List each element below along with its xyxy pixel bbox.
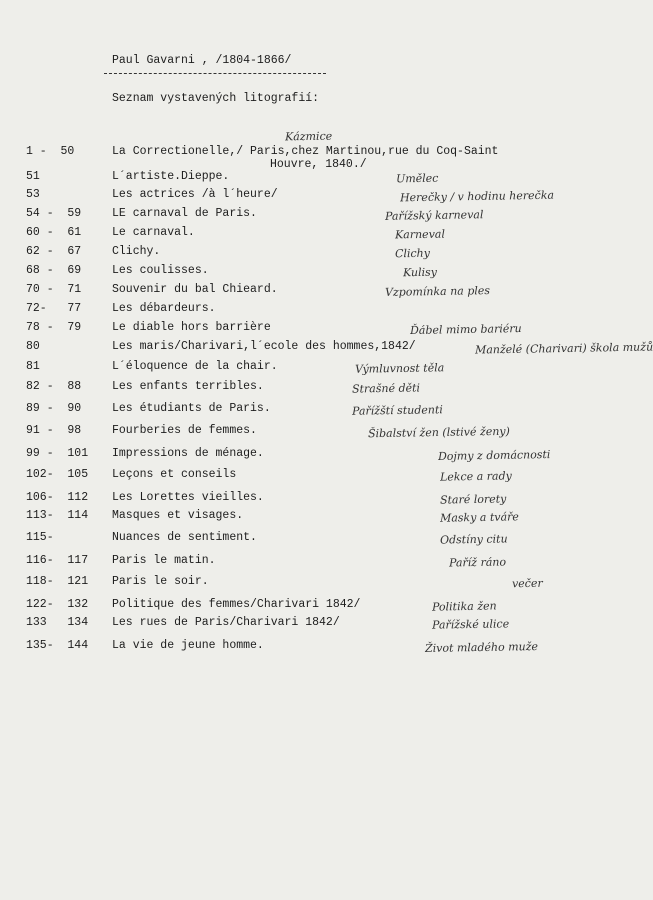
- handwritten-note: Lekce a rady: [439, 469, 512, 484]
- entry-number: 99 - 101: [26, 447, 89, 460]
- entry-title: Masques et visages.: [112, 509, 244, 522]
- entry-number: 54 - 59: [26, 207, 82, 220]
- entry-title: Les coulisses.: [112, 264, 209, 277]
- handwritten-note: Odstíny citu: [439, 532, 508, 547]
- entry-number: 82 - 88: [26, 380, 82, 393]
- entry-number: 1 - 50: [26, 145, 75, 158]
- handwritten-note: Politika žen: [431, 599, 497, 614]
- entry-number: 68 - 69: [26, 264, 82, 277]
- entry-title: L´éloquence de la chair.: [112, 360, 278, 373]
- entry-number: 60 - 61: [26, 226, 82, 239]
- entry-number: 72- 77: [26, 302, 82, 315]
- handwritten-note: Dojmy z domácnosti: [437, 448, 551, 463]
- entry-number: 122- 132: [26, 598, 89, 611]
- handwritten-note: Pařížští studenti: [351, 403, 443, 418]
- handwritten-note: Masky a tváře: [439, 510, 519, 525]
- entry-title: Souvenir du bal Chieard.: [112, 283, 278, 296]
- handwritten-note: večer: [511, 576, 543, 591]
- handwritten-note: Manželé (Charivari) škola mužů: [474, 340, 653, 357]
- entry-title: Le diable hors barrière: [112, 321, 271, 334]
- handwritten-note: Strašné děti: [351, 381, 421, 396]
- entry-title: Les étudiants de Paris.: [112, 402, 271, 415]
- subheading: Seznam vystavených litografií:: [112, 92, 320, 105]
- entry-number: 70 - 71: [26, 283, 82, 296]
- entry-title: Les Lorettes vieilles.: [112, 491, 264, 504]
- handwritten-note-first: Kázmice: [284, 129, 333, 144]
- entry-number: 80: [26, 340, 40, 353]
- handwritten-note: Život mladého muže: [424, 640, 539, 655]
- entry-number: 118- 121: [26, 575, 89, 588]
- entry-title: Politique des femmes/Charivari 1842/: [112, 598, 361, 611]
- entry-number: 116- 117: [26, 554, 89, 567]
- entry-title: Paris le soir.: [112, 575, 209, 588]
- entry-title: La vie de jeune homme.: [112, 639, 264, 652]
- entry-title-continued: Houvre, 1840./: [270, 158, 367, 171]
- entry-title: Fourberies de femmes.: [112, 424, 257, 437]
- handwritten-note: Paříž ráno: [448, 555, 507, 570]
- handwritten-note: Vzpomínka na ples: [384, 284, 491, 299]
- entry-number: 62 - 67: [26, 245, 82, 258]
- entry-number: 106- 112: [26, 491, 89, 504]
- entry-title: La Correctionelle,/ Paris,chez Martinou,rue du Coq-Saint: [112, 145, 499, 158]
- entry-title: Les enfants terribles.: [112, 380, 264, 393]
- handwritten-note: Šibalství žen (lstivé ženy): [367, 424, 510, 441]
- heading: Paul Gavarni , /1804-1866/: [112, 54, 292, 67]
- entry-number: 89 - 90: [26, 402, 82, 415]
- entry-title: Les maris/Charivari,l´ecole des hommes,1842/: [112, 340, 416, 353]
- entry-number: 51: [26, 170, 40, 183]
- entry-number: 81: [26, 360, 40, 373]
- heading-underline: [104, 73, 326, 74]
- handwritten-note: Staré lorety: [439, 492, 507, 507]
- handwritten-note: Karneval: [394, 227, 446, 242]
- entry-number: 133 134: [26, 616, 89, 629]
- handwritten-note: Výmluvnost těla: [354, 361, 445, 376]
- entry-title: Les rues de Paris/Charivari 1842/: [112, 616, 340, 629]
- entry-title: Les débardeurs.: [112, 302, 216, 315]
- handwritten-note: Kulisy: [402, 265, 438, 280]
- entry-number: 53: [26, 188, 40, 201]
- entry-number: 135- 144: [26, 639, 89, 652]
- handwritten-note: Herečky / v hodinu herečka: [399, 188, 555, 205]
- entry-number: 78 - 79: [26, 321, 82, 334]
- entry-title: Nuances de sentiment.: [112, 531, 257, 544]
- handwritten-note: Pařížské ulice: [431, 617, 510, 632]
- entry-title: LE carnaval de Paris.: [112, 207, 257, 220]
- handwritten-note: Umělec: [395, 171, 439, 186]
- entry-title: Les actrices /à l´heure/: [112, 188, 278, 201]
- entry-number: 113- 114: [26, 509, 89, 522]
- entry-number: 115-: [26, 531, 54, 544]
- entry-title: Impressions de ménage.: [112, 447, 264, 460]
- entry-number: 91 - 98: [26, 424, 82, 437]
- handwritten-note: Clichy: [394, 246, 431, 261]
- handwritten-note: Ďábel mimo bariéru: [409, 322, 522, 337]
- handwritten-note: Pařížský karneval: [384, 208, 484, 223]
- entry-title: L´artiste.Dieppe.: [112, 170, 230, 183]
- entry-title: Paris le matin.: [112, 554, 216, 567]
- entry-number: 102- 105: [26, 468, 89, 481]
- entry-title: Clichy.: [112, 245, 161, 258]
- entry-title: Leçons et conseils: [112, 468, 237, 481]
- entry-title: Le carnaval.: [112, 226, 195, 239]
